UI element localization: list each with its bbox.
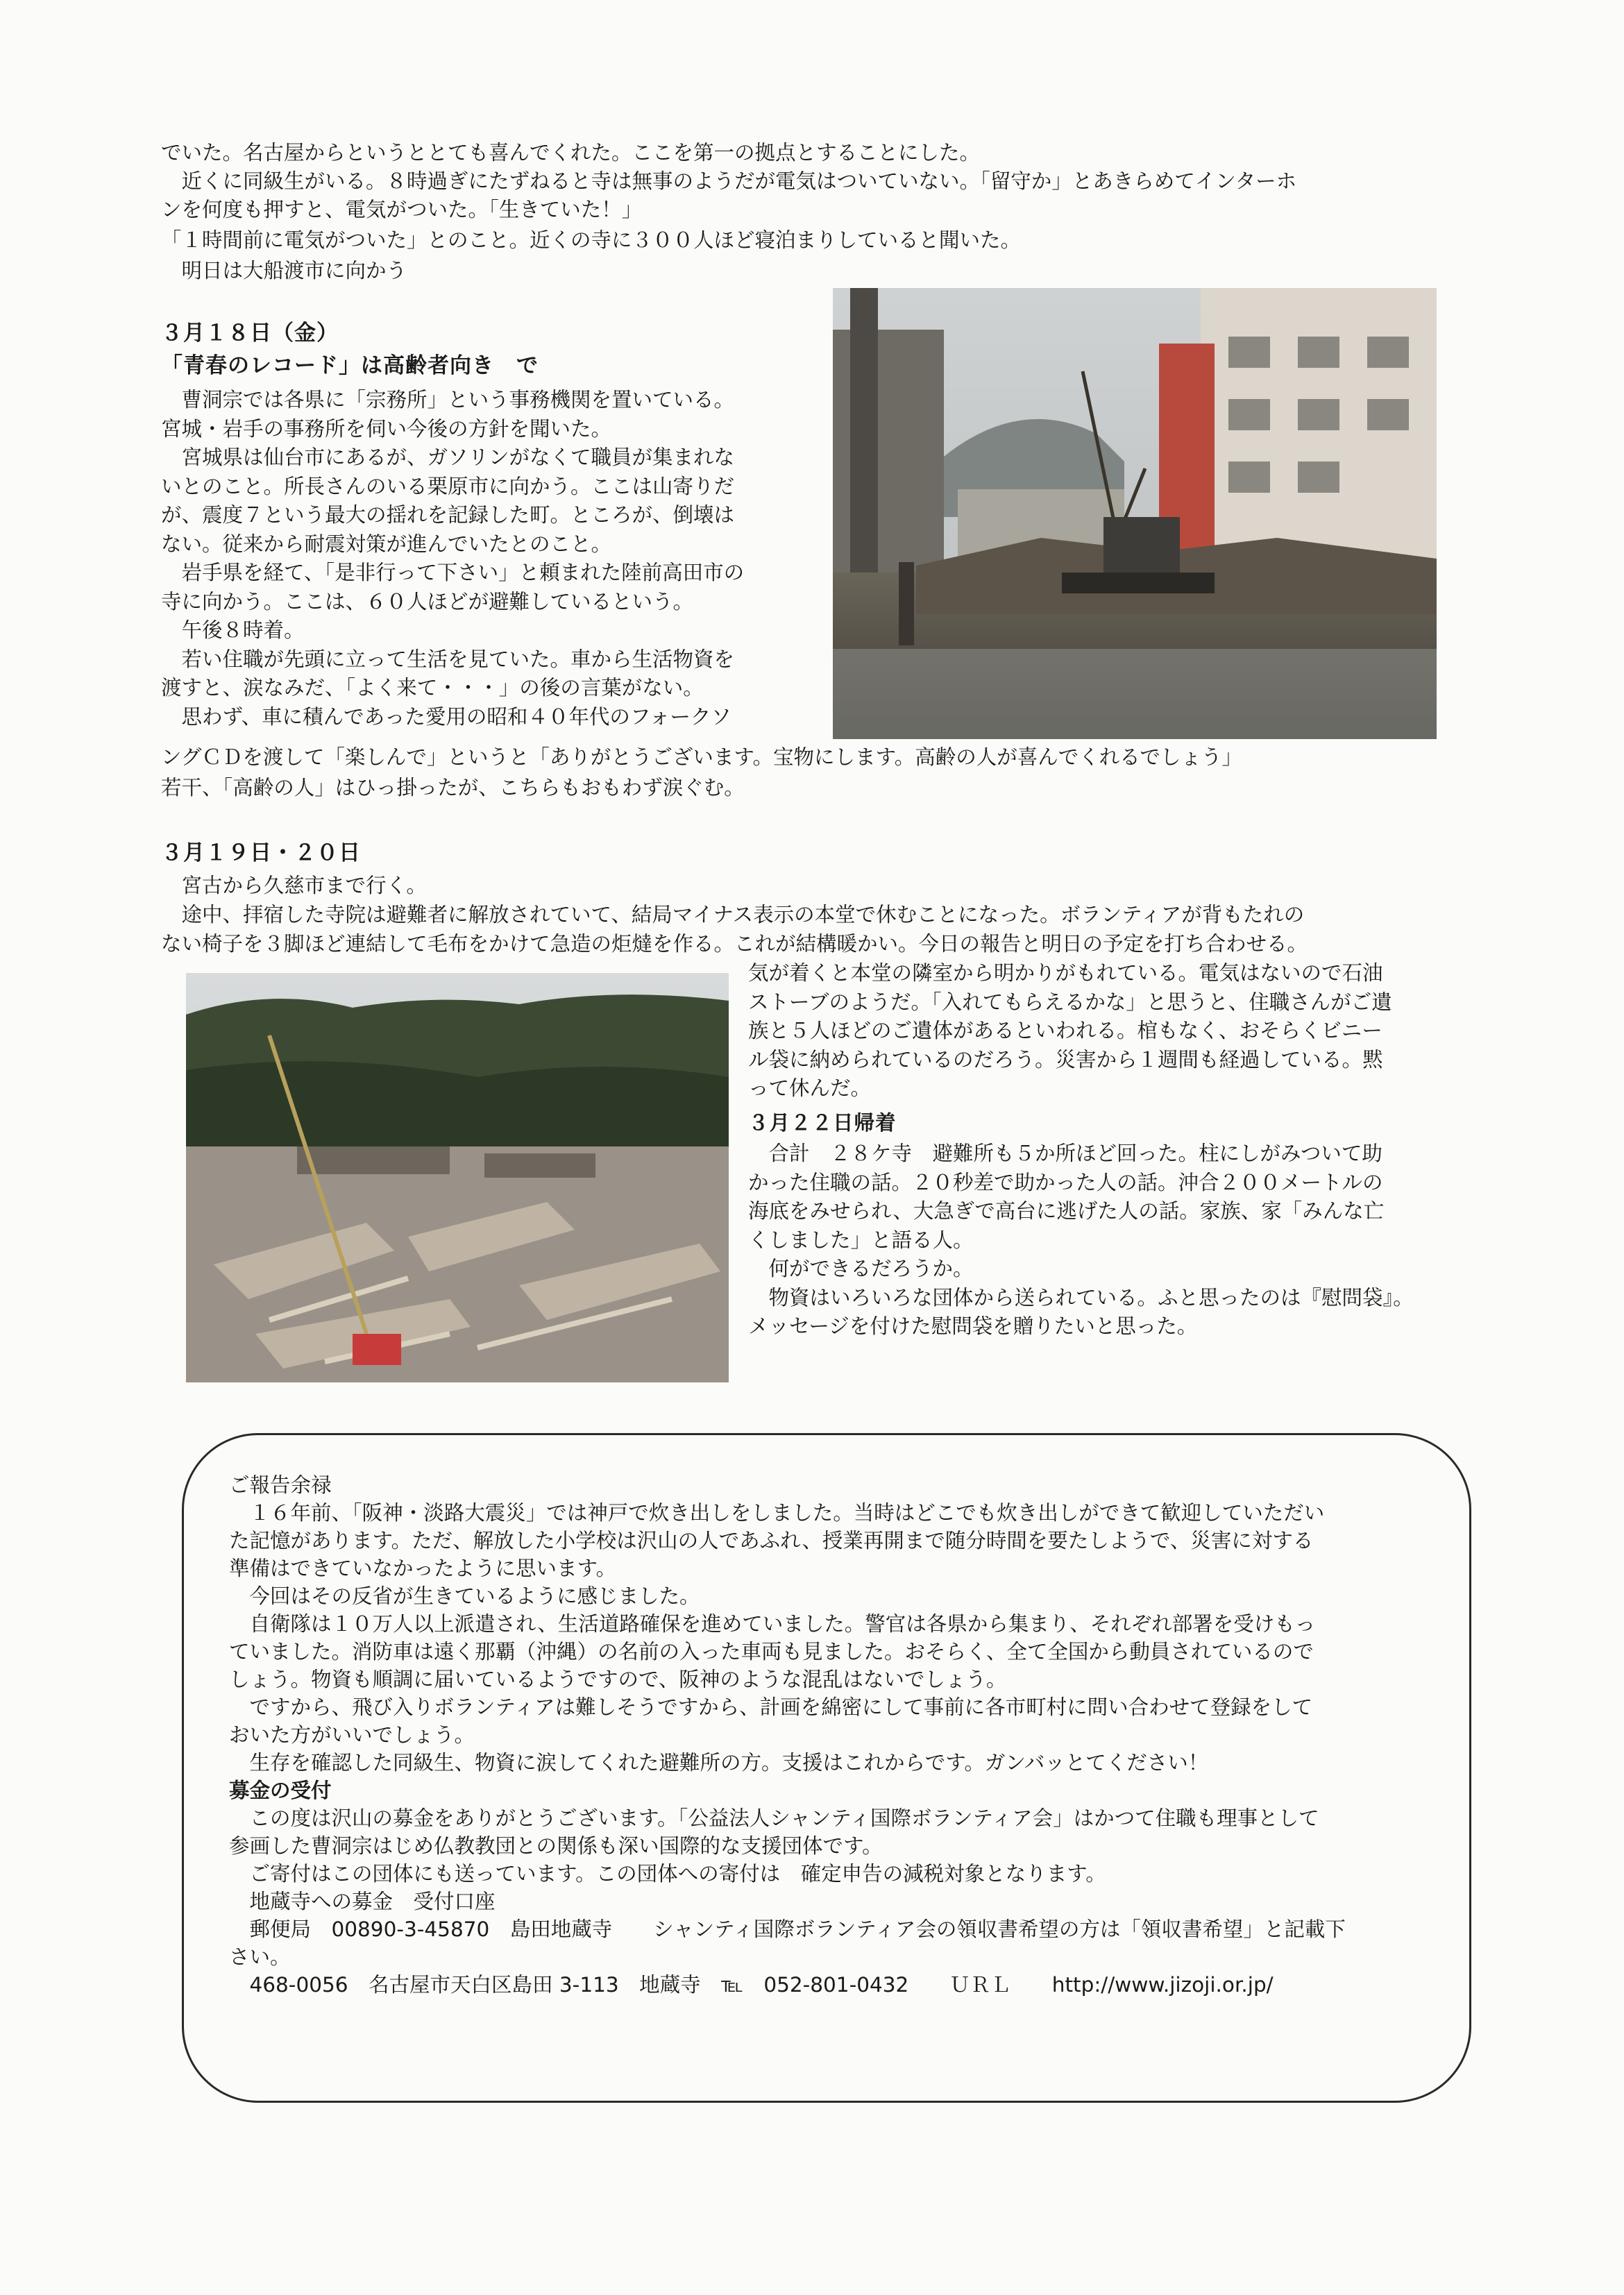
box-line: この度は沢山の募金をありがとうございます。「公益法人シャンティ国際ボランティア会」はかつて住職も理事として [229, 1806, 1319, 1830]
box-line: ですから、飛び入りボランティアは難しそうですから、計画を綿密にして事前に各市町村に問い合わせて登録をして [229, 1695, 1313, 1719]
body-line: 海底をみせられ、大急ぎで高台に逃げた人の話。家族、家「みんな亡 [748, 1199, 1385, 1223]
body-line: 物資はいろいろな団体から送られている。ふと思ったのは『慰問袋』。 [748, 1285, 1414, 1310]
body-line: いとのこと。所長さんのいる栗原市に向かう。ここは山寄りだ [161, 474, 735, 498]
body-line: 何ができるだろうか。 [748, 1257, 974, 1280]
body-line: メッセージを付けた慰問袋を贈りたいと思った。 [748, 1314, 1198, 1338]
box-line: 参画した曹洞宗はじめ仏教教団との関係も深い国際的な支援団体です。 [229, 1834, 883, 1858]
intro-line: 明日は大船渡市に向かう [161, 259, 407, 282]
body-line: かった住職の話。２０秒差で助かった人の話。沖合２００メートルの [748, 1170, 1383, 1194]
box-line: 今回はその反省が生きているように感じました。 [229, 1584, 700, 1608]
box-line: しょう。物資も順調に届いているようですので、阪神のような混乱はないでしょう。 [229, 1668, 1007, 1691]
box-line: 468-0056 名古屋市天白区島田 3-113 地蔵寺 ℡ 052-801-0432 ＵＲＬ http://www.jizoji.or.jp/ [229, 1973, 1274, 1997]
box-heading: ご報告余禄 [229, 1473, 332, 1497]
box-line: さい。 [229, 1945, 291, 1969]
intro-line: でいた。名古屋からというととても喜んでくれた。ここを第一の拠点とすることにした。 [161, 141, 981, 164]
box-line: おいた方がいいでしょう。 [229, 1723, 475, 1747]
body-line: ストーブのようだ。「入れてもらえるかな」と思うと、住職さんがご遺 [748, 990, 1392, 1014]
box-line: ご寄付はこの団体にも送っています。この団体への寄付は 確定申告の減税対象となります。 [229, 1862, 1106, 1886]
body-line: 若干、「高齢の人」はひっ掛ったが、こちらもおもわず涙ぐむ。 [161, 776, 745, 799]
box-heading: 募金の受付 [229, 1779, 332, 1802]
body-line: 合計 ２８ケ寺 避難所も５か所ほど回った。柱にしがみついて助 [748, 1142, 1382, 1165]
section-date-0322: ３月２２日帰着 [748, 1111, 897, 1135]
section-date-0319: ３月１９日・２０日 [161, 840, 361, 865]
box-line: 地蔵寺への募金 受付口座 [229, 1890, 496, 1913]
body-line: ングＣＤを渡して「楽しんで」というと「ありがとうございます。宝物にします。高齢の人が喜んでくれるでしょう」 [161, 745, 1242, 769]
intro-line: 「１時間前に電気がついた」とのこと。近くの寺に３００人ほど寝泊まりしていると聞いた。 [161, 228, 1022, 252]
section-body-0319-column [748, 959, 1456, 1103]
body-line: って休んだ。 [748, 1076, 872, 1100]
intro-line: 近くに同級生がいる。８時過ぎにたずねると寺は無事のようだが電気はついていない。「留守か」とあきらめてインターホ [161, 169, 1297, 193]
body-line: 午後８時着。 [161, 618, 305, 642]
box-line: 準備はできていなかったように思います。 [229, 1557, 617, 1580]
body-line: 気が着くと本堂の隣室から明かりがもれている。電気はないので石油 [748, 961, 1383, 985]
body-line: 曹洞宗では各県に「宗務所」という事務機関を置いている。 [161, 388, 735, 412]
body-line: 族と５人ほどのご遺体があるといわれる。棺もなく、おそらくビニー [748, 1019, 1382, 1042]
box-line: 郵便局 00890-3-45870 島田地蔵寺 シャンティ国際ボランティア会の領収書希望の方は「領収書希望」と記載下 [229, 1917, 1346, 1941]
body-line: 宮城・岩手の事務所を伺い今後の方針を聞いた。 [161, 416, 612, 441]
body-line: 渡すと、涙なみだ、「よく来て・・・」の後の言葉がない。 [161, 676, 704, 700]
box-line: 自衛隊は１０万人以上派遣され、生活道路確保を進めていました。警官は各県から集まり、それぞれ部署を受けもっ [229, 1612, 1316, 1636]
body-line: 岩手県を経て、「是非行って下さい」と頼まれた陸前高田市の [161, 561, 745, 584]
box-line: ていました。消防車は遠く那覇（沖縄）の名前の入った車両も見ました。おそらく、全て全国から動員されているので [229, 1640, 1314, 1663]
body-line: ない椅子を３脚ほど連結して毛布をかけて急造の炬燵を作る。これが結構暖かい。今日の報告と明日の予定を打ち合わせる。 [161, 932, 1308, 956]
disaster-photo-excavator [833, 288, 1437, 739]
body-line: 宮城県は仙台市にあるが、ガソリンがなくて職員が集まれな [161, 446, 735, 469]
box-line: １６年前、「阪神・淡路大震災」では神戸で炊き出しをしました。当時はどこでも炊き出しができて歓迎していただい [229, 1501, 1325, 1525]
body-line: 宮古から久慈市まで行く。 [161, 874, 427, 897]
section-title-0318: 「青春のレコード」は高齢者向き で [161, 353, 539, 378]
intro-line: ンを何度も押すと、電気がついた。「生きていた！」 [161, 198, 643, 221]
box-line: た記憶があります。ただ、解放した小学校は沢山の人であふれ、授業再開まで随分時間を要たしようで、災害に対する [229, 1529, 1314, 1552]
body-line: ル袋に納められているのだろう。災害から１週間も経過している。黙 [748, 1047, 1383, 1072]
section-date-0318: ３月１８日（金） [161, 321, 339, 346]
disaster-photo-debris [186, 973, 729, 1382]
body-line: ない。従来から耐震対策が進んでいたとのこと。 [161, 532, 612, 556]
body-line: 寺に向かう。ここは、６０人ほどが避難しているという。 [161, 589, 694, 613]
section-body-0322 [748, 1140, 1456, 1341]
body-line: くしました」と語る人。 [748, 1228, 974, 1252]
body-line: 若い住職が先頭に立って生活を見ていた。車から生活物資を [161, 647, 735, 671]
body-line: 思わず、車に積んであった愛用の昭和４０年代のフォークソ [161, 704, 731, 729]
body-line: が、震度７という最大の揺れを記録した町。ところが、倒壊は [161, 503, 735, 527]
section-body-0318 [161, 386, 813, 731]
box-line: 生存を確認した同級生、物資に涙してくれた避難所の方。支援はこれからです。ガンバッとてください！ [229, 1751, 1209, 1775]
body-line: 途中、拝宿した寺院は避難者に解放されていて、結局マイナス表示の本堂で休むことになった。ボランティアが背もたれの [161, 903, 1305, 926]
